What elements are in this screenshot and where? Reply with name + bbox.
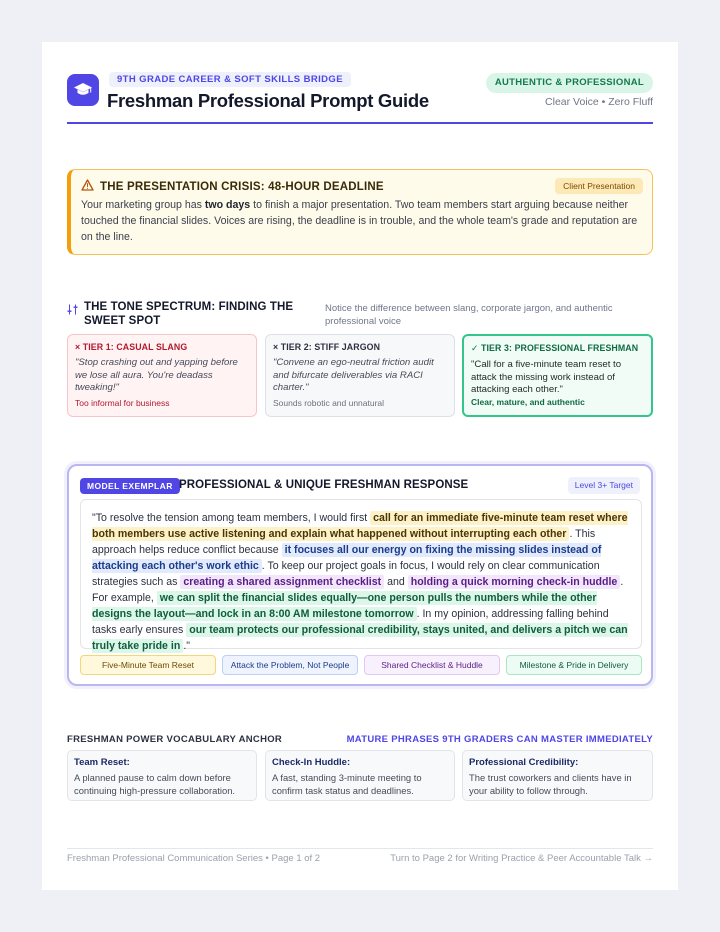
- highlight-pride: our team protects our professional credibility, stays united, and delivers a pitch we can truly take pride in: [92, 624, 628, 652]
- highlight-team-reset: call for an immediate five-minute team reset where both members use active listening and explain what happened without interrupting each other: [92, 512, 628, 540]
- warning-triangle-icon: [81, 179, 94, 194]
- level-badge: Level 3+ Target: [568, 477, 640, 494]
- graduation-cap-icon: [67, 74, 99, 106]
- header-divider: [67, 122, 653, 124]
- vocab-definition: A planned pause to calm down before continuing high-pressure collaboration.: [74, 772, 236, 796]
- tier-heading: × TIER 1: CASUAL SLANG: [75, 342, 188, 352]
- vocab-definition: The trust coworkers and clients have in your ability to follow through.: [469, 772, 632, 796]
- highlight-huddle: holding a quick morning check-in huddle: [408, 575, 621, 589]
- tier-card-stiff-jargon: [265, 334, 455, 417]
- tag-attack-problem: Attack the Problem, Not People: [222, 655, 358, 675]
- guide-page: [42, 42, 678, 890]
- spectrum-heading: [67, 300, 327, 328]
- tier-heading: × TIER 2: STIFF JARGON: [273, 342, 381, 352]
- crisis-heading: [81, 179, 384, 194]
- tier-card-casual-slang: [67, 334, 257, 417]
- tier-verdict: Too informal for business: [75, 398, 170, 408]
- tone-subtitle: Clear Voice • Zero Fluff: [545, 96, 653, 108]
- vocab-card-professional-credibility: [462, 750, 653, 801]
- vocab-definition: A fast, standing 3-minute meeting to confirm task status and deadlines.: [272, 772, 422, 796]
- footer-next-page-link[interactable]: Turn to Page 2 for Writing Practice & Peer Accountable Talk →: [390, 853, 653, 864]
- crisis-badge: Client Presentation: [555, 178, 643, 194]
- vocab-card-team-reset: [67, 750, 257, 801]
- tag-team-reset: Five-Minute Team Reset: [80, 655, 216, 675]
- vocab-subheading: MATURE PHRASES 9TH GRADERS CAN MASTER IMMEDIATELY: [346, 734, 653, 745]
- highlight-checklist: creating a shared assignment checklist: [180, 575, 384, 589]
- tier-verdict: Clear, mature, and authentic: [471, 397, 585, 407]
- crisis-emphasis: two days: [204, 199, 251, 211]
- highlight-attack-problem: it focuses all our energy on fixing the missing slides instead of attacking each other's work ethic: [92, 544, 602, 572]
- sliders-icon: [67, 300, 78, 328]
- exemplar-title: PROFESSIONAL & UNIQUE FRESHMAN RESPONSE: [179, 479, 469, 491]
- crisis-card: [67, 169, 653, 255]
- vocab-term: Team Reset:: [74, 757, 130, 768]
- tier-verdict: Sounds robotic and unnatural: [273, 398, 385, 408]
- tag-checklist-huddle: Shared Checklist & Huddle: [364, 655, 500, 675]
- page-title: Freshman Professional Prompt Guide: [107, 90, 429, 111]
- crisis-title: THE PRESENTATION CRISIS: 48-HOUR DEADLINE: [100, 180, 384, 193]
- tier-quote: "Convene an ego-neutral friction audit and bifurcate deliverables via RACI charter.": [273, 357, 434, 393]
- vocab-term: Professional Credibility:: [469, 757, 579, 768]
- vocab-heading: FRESHMAN POWER VOCABULARY ANCHOR: [67, 734, 283, 745]
- crisis-description: Your marketing group has two days to finish a major presentation. Two team members start arguing because neither touched the financial slides. Voices are rising, the deadline is in trouble, and the whole team's grade and reputation are on the line.: [81, 199, 638, 243]
- highlight-milestone: we can split the financial slides equally—one person pulls the numbers while the other designs the layout—and lock in an 8:00 AM milestone tomorrow: [92, 592, 597, 620]
- spectrum-note: Notice the difference between slang, corporate jargon, and authentic professional voice: [325, 303, 613, 327]
- tier-card-professional-freshman: [462, 334, 653, 417]
- vocab-term: Check-In Huddle:: [272, 757, 351, 768]
- footer-series: Freshman Professional Communication Series • Page 1 of 2: [67, 853, 321, 864]
- tier-quote: "Call for a five-minute team reset to attack the missing work instead of attacking each other.": [471, 359, 622, 395]
- tag-milestone-pride: Milestone & Pride in Delivery: [506, 655, 642, 675]
- footer-divider: [67, 848, 653, 849]
- vocab-card-check-in-huddle: [265, 750, 455, 801]
- exemplar-badge: MODEL EXEMPLAR: [80, 478, 180, 494]
- header-kicker: 9TH GRADE CAREER & SOFT SKILLS BRIDGE: [109, 72, 351, 87]
- exemplar-response: "To resolve the tension among team members, I would first call for an immediate five-minute team reset where both members use active listening and explain what happened without interrupting each other . This approach helps reduce conflict because it focuses all our energy on fixing the missing slides instead of attacking each other's work ethic . To keep our project goals in focus, I would rely on clear communication strategies such as creating a shared assignment checklist and holding a quick morning check-in huddle . For example, we can split the financial slides equally—one person pulls the numbers while the other designs the layout—and lock in an 8:00 AM milestone tomorrow . In my opinion, addressing falling behind tasks early ensures our team protects our professional credibility, stays united, and delivers a pitch we can truly take pride in .": [80, 499, 642, 649]
- spectrum-title: THE TONE SPECTRUM: FINDING THE SWEET SPOT: [84, 301, 294, 327]
- tone-badge: AUTHENTIC & PROFESSIONAL: [486, 73, 653, 93]
- exemplar-card: [67, 464, 653, 686]
- tier-heading: ✓ TIER 3: PROFESSIONAL FRESHMAN: [471, 343, 639, 353]
- exemplar-tags: [80, 655, 642, 675]
- tier-quote: "Stop crashing out and yapping before we lose all aura. You're deadass tweaking!": [75, 357, 238, 393]
